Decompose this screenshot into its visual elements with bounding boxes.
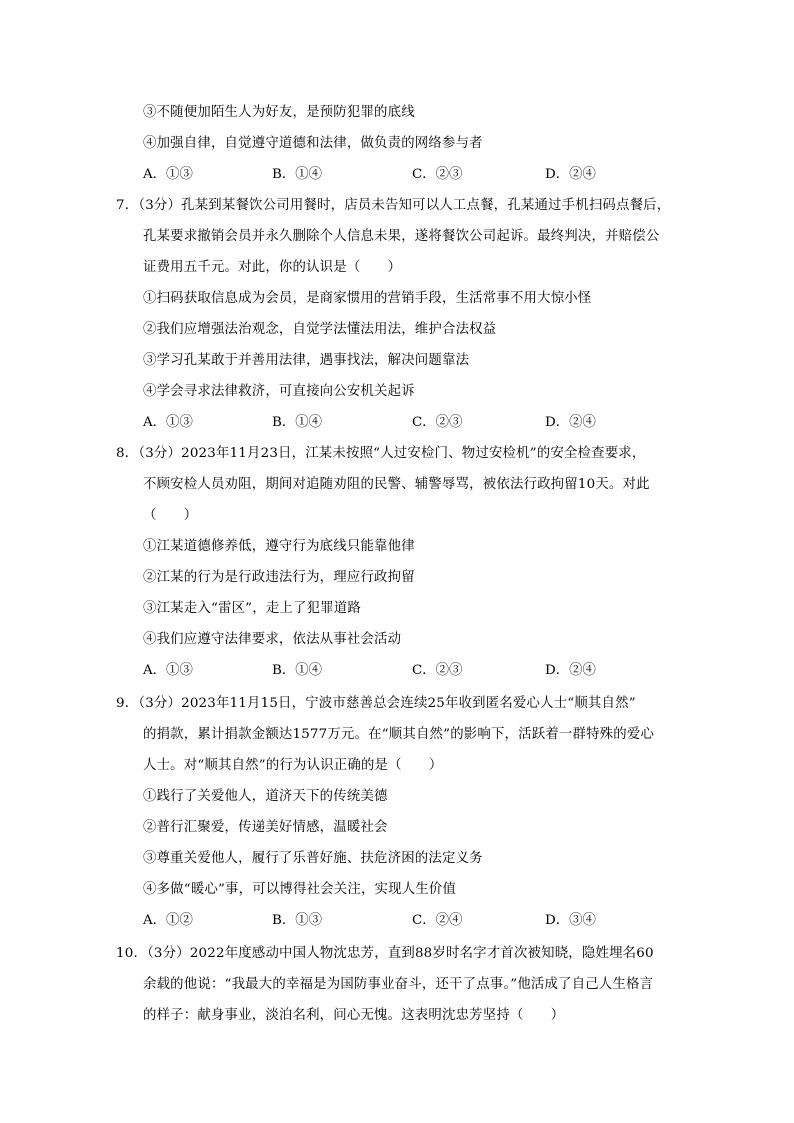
q7-item-2: ②我们应增强法治观念，自觉学法懂法用法，维护合法权益 [143,322,497,337]
q8-option-a: A．①③ [143,663,193,678]
q7-option-c: C．②③ [412,415,463,430]
q9-option-d: D．③④ [545,913,596,928]
q7-item-4: ④学会寻求法律救济，可直接向公安机关起诉 [143,384,415,399]
q9-item-1: ①践行了关爱他人，道济天下的传统美德 [143,789,388,804]
q7-stem-line-2: 孔某要求撤销会员并永久删除个人信息未果，遂将餐饮公司起诉。最终判决，并赔偿公 [143,229,660,244]
q8-stem-line-2: 不顾安检人员劝阻，期间对追随劝阻的民警、辅警辱骂，被依法行政拘留10天。对此 [143,477,650,492]
q7-stem-line-1: 7．（3分）孔某到某餐饮公司用餐时，店员未告知可以人工点餐，孔某通过手机扫码点餐后， [116,198,671,213]
q6-option-c: C．②③ [412,167,463,182]
q6-option-b: B．①④ [272,167,323,182]
q8-stem-line-1: 8．（3分）2023年11月23日，江某未按照“人过安检门、物过安检机”的安全检查要求， [116,446,646,461]
q8-item-4: ④我们应遵守法律要求，依法从事社会活动 [143,632,402,647]
q8-option-b: B．①④ [272,663,323,678]
q6-option-d: D．②④ [545,167,596,182]
q9-option-c: C．②④ [412,913,463,928]
q7-option-d: D．②④ [545,415,596,430]
q10-stem-line-1: 10．（3分）2022年度感动中国人物沈忠芳，直到88岁时名字才首次被知晓，隐姓埋名60 [116,946,654,961]
q8-item-1: ①江某道德修养低，遵守行为底线只能靠他律 [143,539,415,554]
q8-item-2: ②江某的行为是行政违法行为，理应行政拘留 [143,570,415,585]
q7-option-b: B．①④ [272,415,323,430]
q9-item-3: ③尊重关爱他人，履行了乐普好施、扶危济困的法定义务 [143,851,483,866]
q9-item-4: ④多做“暖心”事，可以博得社会关注，实现人生价值 [143,882,457,897]
q8-stem-line-3: （ ） [143,508,198,523]
q6-item-4: ④加强自律，自觉遵守道德和法律，做负责的网络参与者 [143,136,483,151]
q9-stem-line-1: 9．（3分）2023年11月15日，宁波市慈善总会连续25年收到匿名爱心人士“顺其自然” [116,696,636,711]
q6-item-3: ③不随便加陌生人为好友，是预防犯罪的底线 [143,105,415,120]
q10-stem-line-2: 余载的他说：“我最大的幸福是为国防事业奋斗，还干了点事。”他活成了自己人生格言 [143,977,654,992]
q9-option-a: A．①② [143,913,193,928]
q7-option-a: A．①③ [143,415,193,430]
q9-item-2: ②普行汇聚爱，传递美好情感，温暖社会 [143,820,388,835]
q8-item-3: ③江某走入“雷区”，走上了犯罪道路 [143,601,361,616]
q7-stem-line-3: 证费用五千元。对此，你的认识是（ ） [143,260,402,275]
q9-option-b: B．①③ [272,913,323,928]
q6-option-a: A．①③ [143,167,193,182]
q9-stem-line-3: 人士。对“顺其自然”的行为认识正确的是（ ） [143,758,443,773]
q7-item-3: ③学习孔某敢于并善用法律，遇事找法，解决问题靠法 [143,353,470,368]
q8-option-d: D．②④ [545,663,596,678]
q10-stem-line-3: 的样子：献身事业，淡泊名利，问心无愧。这表明沈忠芳坚持（ ） [143,1008,565,1023]
q9-stem-line-2: 的捐款，累计捐款金额达1577万元。在“顺其自然”的影响下，活跃着一群特殊的爱心 [143,727,655,742]
q8-option-c: C．②③ [412,663,463,678]
q7-item-1: ①扫码获取信息成为会员，是商家惯用的营销手段，生活常事不用大惊小怪 [143,291,592,306]
